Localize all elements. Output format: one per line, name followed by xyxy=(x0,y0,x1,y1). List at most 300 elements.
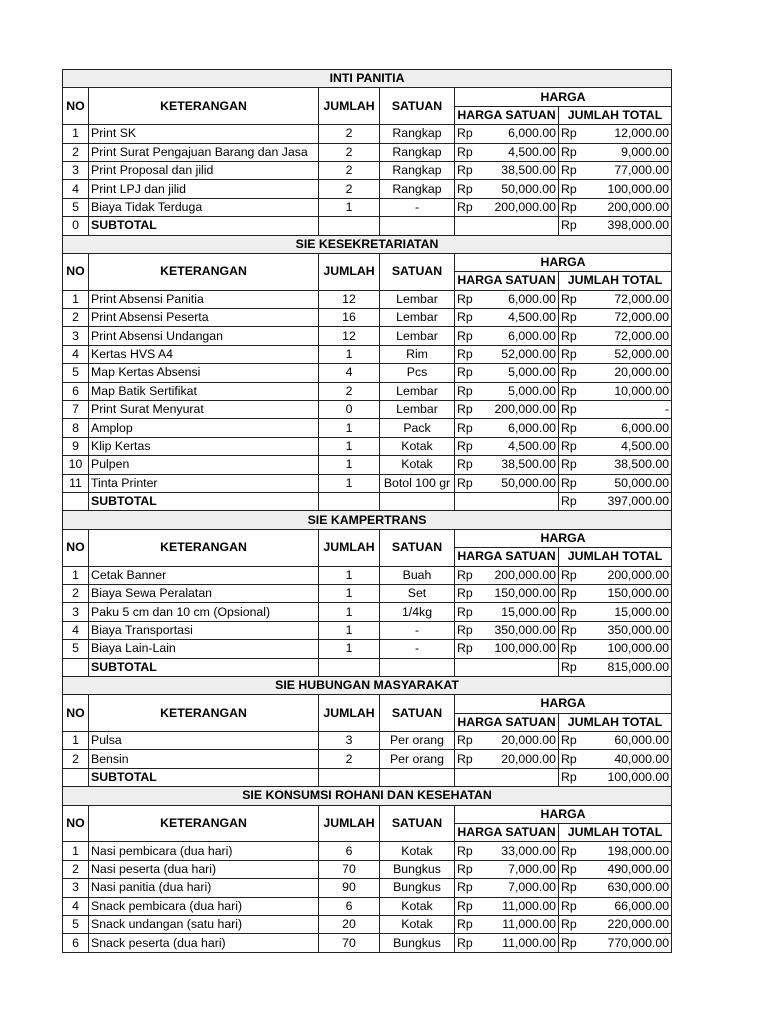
section-title-row xyxy=(63,676,672,694)
item-no: 2 xyxy=(63,584,89,602)
item-jumlah-total xyxy=(559,732,672,750)
item-harga-satuan xyxy=(455,327,559,345)
money-value xyxy=(457,898,556,915)
item-harga-satuan xyxy=(455,401,559,419)
item-keterangan: Pulsa xyxy=(89,732,319,750)
item-no: 5 xyxy=(63,198,89,216)
item-harga-satuan xyxy=(455,750,559,768)
amount: 100,000.00 xyxy=(494,641,556,656)
table-row xyxy=(63,161,672,179)
money-value xyxy=(457,309,556,326)
item-keterangan: Bensin xyxy=(89,750,319,768)
item-no: 4 xyxy=(63,897,89,915)
subtotal-no xyxy=(63,768,89,786)
table-row xyxy=(63,419,672,437)
table-row xyxy=(63,309,672,327)
amount: 38,500.00 xyxy=(614,457,670,472)
subtotal-row xyxy=(63,492,672,510)
item-no: 6 xyxy=(63,382,89,400)
item-keterangan: Nasi pembicara (dua hari) xyxy=(89,842,319,860)
header-jumlah-total: JUMLAH TOTAL xyxy=(559,548,672,566)
item-harga-satuan xyxy=(455,621,559,639)
currency-label: Rp xyxy=(561,181,577,196)
item-no: 3 xyxy=(63,327,89,345)
money-value xyxy=(457,640,556,657)
item-satuan: Rim xyxy=(380,345,455,363)
subtotal-value xyxy=(559,217,672,235)
header-harga-satuan: HARGA SATUAN xyxy=(455,106,559,124)
item-jumlah-total xyxy=(559,584,672,602)
subtotal-row xyxy=(63,217,672,235)
item-keterangan: Pulpen xyxy=(89,456,319,474)
subtotal-empty-jumlah xyxy=(319,658,380,676)
item-satuan: - xyxy=(380,198,455,216)
item-jumlah-total xyxy=(559,382,672,400)
section-title-row xyxy=(63,235,672,253)
item-harga-satuan xyxy=(455,345,559,363)
currency-label: Rp xyxy=(561,310,577,325)
table-row xyxy=(63,732,672,750)
amount: 7,000.00 xyxy=(508,880,556,895)
item-no: 1 xyxy=(63,566,89,584)
money-value xyxy=(457,162,556,179)
item-harga-satuan xyxy=(455,382,559,400)
item-no: 1 xyxy=(63,290,89,308)
item-jumlah-total xyxy=(559,915,672,933)
item-no: 2 xyxy=(63,750,89,768)
subtotal-row xyxy=(63,658,672,676)
currency-label: Rp xyxy=(457,586,473,601)
item-keterangan: Print LPJ dan jilid xyxy=(89,180,319,198)
money-value xyxy=(457,456,556,473)
amount: 4,500.00 xyxy=(508,310,556,325)
currency-label: Rp xyxy=(561,917,577,932)
currency-label: Rp xyxy=(561,199,577,214)
amount: 150,000.00 xyxy=(494,586,556,601)
money-value xyxy=(561,585,669,602)
item-jumlah: 16 xyxy=(319,309,380,327)
money-value xyxy=(457,567,556,584)
item-jumlah: 1 xyxy=(319,345,380,363)
item-satuan: Lembar xyxy=(380,382,455,400)
header-jumlah-total: JUMLAH TOTAL xyxy=(559,713,672,731)
header-jumlah: JUMLAH xyxy=(319,253,380,290)
header-no: NO xyxy=(63,529,89,566)
item-satuan: Rangkap xyxy=(380,180,455,198)
money-value xyxy=(561,493,669,510)
amount: 38,500.00 xyxy=(501,457,556,472)
item-harga-satuan xyxy=(455,474,559,492)
item-no: 4 xyxy=(63,621,89,639)
table-row xyxy=(63,640,672,658)
money-value xyxy=(561,604,669,621)
item-keterangan: Map Batik Sertifikat xyxy=(89,382,319,400)
item-no: 11 xyxy=(63,474,89,492)
item-satuan: 1/4kg xyxy=(380,603,455,621)
subtotal-label: SUBTOTAL xyxy=(89,658,319,676)
item-keterangan: Print Surat Menyurat xyxy=(89,401,319,419)
budget-sheet xyxy=(62,69,672,953)
money-value xyxy=(561,364,669,381)
table-row xyxy=(63,456,672,474)
item-keterangan: Print Absensi Panitia xyxy=(89,290,319,308)
item-jumlah: 6 xyxy=(319,842,380,860)
item-satuan: Botol 100 gr xyxy=(380,474,455,492)
amount: 52,000.00 xyxy=(614,347,670,362)
amount: 72,000.00 xyxy=(614,328,670,343)
amount: 100,000.00 xyxy=(607,181,670,196)
item-satuan: Kotak xyxy=(380,456,455,474)
money-value xyxy=(561,916,669,933)
item-jumlah-total xyxy=(559,750,672,768)
item-harga-satuan xyxy=(455,180,559,198)
item-no: 2 xyxy=(63,309,89,327)
money-value xyxy=(457,916,556,933)
item-jumlah-total xyxy=(559,860,672,878)
sheet-body xyxy=(63,70,672,953)
item-jumlah: 1 xyxy=(319,474,380,492)
item-harga-satuan xyxy=(455,842,559,860)
item-jumlah: 4 xyxy=(319,364,380,382)
item-satuan: Bungkus xyxy=(380,860,455,878)
item-satuan: Kotak xyxy=(380,915,455,933)
item-jumlah-total xyxy=(559,437,672,455)
item-keterangan: Tinta Printer xyxy=(89,474,319,492)
table-row xyxy=(63,750,672,768)
currency-label: Rp xyxy=(457,457,473,472)
section-title: SIE HUBUNGAN MASYARAKAT xyxy=(63,676,672,694)
money-value xyxy=(457,364,556,381)
item-jumlah-total xyxy=(559,364,672,382)
header-satuan: SATUAN xyxy=(380,253,455,290)
currency-label: Rp xyxy=(561,861,577,876)
item-no: 4 xyxy=(63,180,89,198)
amount: 52,000.00 xyxy=(501,347,556,362)
amount: 12,000.00 xyxy=(614,126,670,141)
currency-label: Rp xyxy=(457,898,473,913)
subtotal-empty-satuan xyxy=(380,768,455,786)
currency-label: Rp xyxy=(457,843,473,858)
item-no: 7 xyxy=(63,401,89,419)
table-row xyxy=(63,290,672,308)
money-value xyxy=(457,475,556,492)
table-row xyxy=(63,198,672,216)
amount: 60,000.00 xyxy=(614,733,670,748)
currency-label: Rp xyxy=(561,898,577,913)
item-jumlah: 1 xyxy=(319,640,380,658)
item-jumlah: 12 xyxy=(319,327,380,345)
currency-label: Rp xyxy=(561,144,577,159)
item-jumlah: 20 xyxy=(319,915,380,933)
money-value xyxy=(561,346,669,363)
currency-label: Rp xyxy=(457,935,473,950)
item-jumlah-total xyxy=(559,897,672,915)
item-jumlah-total xyxy=(559,934,672,952)
item-harga-satuan xyxy=(455,640,559,658)
amount: 200,000.00 xyxy=(607,199,670,214)
item-jumlah: 1 xyxy=(319,603,380,621)
item-harga-satuan xyxy=(455,125,559,143)
money-value xyxy=(457,732,556,749)
currency-label: Rp xyxy=(561,567,577,582)
currency-label: Rp xyxy=(457,861,473,876)
header-row xyxy=(63,88,672,106)
money-value xyxy=(561,291,669,308)
item-no: 6 xyxy=(63,934,89,952)
currency-label: Rp xyxy=(457,641,473,656)
money-value xyxy=(457,401,556,418)
item-keterangan: Amplop xyxy=(89,419,319,437)
table-row xyxy=(63,382,672,400)
amount: 100,000.00 xyxy=(607,641,670,656)
amount: 200,000.00 xyxy=(494,402,556,417)
amount: 220,000.00 xyxy=(607,917,670,932)
item-jumlah: 1 xyxy=(319,621,380,639)
amount: 4,500.00 xyxy=(621,439,670,453)
header-no: NO xyxy=(63,695,89,732)
section-title-row xyxy=(63,787,672,805)
money-value xyxy=(561,640,669,657)
subtotal-label: SUBTOTAL xyxy=(89,492,319,510)
subtotal-empty-harga xyxy=(455,217,559,235)
item-no: 1 xyxy=(63,125,89,143)
item-harga-satuan xyxy=(455,309,559,327)
subtotal-empty-harga xyxy=(455,658,559,676)
amount: 11,000.00 xyxy=(502,935,556,950)
item-satuan: Rangkap xyxy=(380,143,455,161)
money-value xyxy=(561,659,669,676)
subtotal-empty-satuan xyxy=(380,658,455,676)
currency-label: Rp xyxy=(561,218,577,233)
money-value xyxy=(561,879,669,896)
table-row xyxy=(63,879,672,897)
amount: 6,000.00 xyxy=(508,328,556,343)
item-harga-satuan xyxy=(455,584,559,602)
table-row xyxy=(63,603,672,621)
header-harga-satuan: HARGA SATUAN xyxy=(455,548,559,566)
amount: 6,000.00 xyxy=(621,420,670,435)
section-title: INTI PANITIA xyxy=(63,70,672,88)
currency-label: Rp xyxy=(561,328,577,343)
currency-label: Rp xyxy=(457,144,473,159)
money-value xyxy=(457,420,556,437)
item-keterangan: Biaya Sewa Peralatan xyxy=(89,584,319,602)
item-jumlah-total xyxy=(559,474,672,492)
money-value xyxy=(561,475,669,492)
currency-label: Rp xyxy=(561,365,577,380)
money-value xyxy=(561,401,669,418)
item-jumlah-total xyxy=(559,640,672,658)
item-jumlah-total xyxy=(559,161,672,179)
currency-label: Rp xyxy=(561,420,577,435)
currency-label: Rp xyxy=(457,402,473,417)
item-keterangan: Print Absensi Undangan xyxy=(89,327,319,345)
money-value xyxy=(561,217,669,234)
header-harga: HARGA xyxy=(455,695,672,713)
item-jumlah-total xyxy=(559,198,672,216)
currency-label: Rp xyxy=(561,347,577,362)
item-harga-satuan xyxy=(455,419,559,437)
item-no: 3 xyxy=(63,879,89,897)
subtotal-empty-harga xyxy=(455,768,559,786)
amount: 200,000.00 xyxy=(494,567,556,582)
item-satuan: Set xyxy=(380,584,455,602)
item-no: 3 xyxy=(63,161,89,179)
amount: 100,000.00 xyxy=(607,770,670,785)
item-jumlah-total xyxy=(559,125,672,143)
item-harga-satuan xyxy=(455,897,559,915)
amount: 150,000.00 xyxy=(607,586,670,601)
money-value xyxy=(457,144,556,161)
table-row xyxy=(63,621,672,639)
amount: 6,000.00 xyxy=(508,291,556,306)
item-jumlah: 1 xyxy=(319,419,380,437)
currency-label: Rp xyxy=(457,751,473,766)
subtotal-value xyxy=(559,658,672,676)
amount: 33,000.00 xyxy=(501,843,556,858)
money-value xyxy=(457,291,556,308)
header-keterangan: KETERANGAN xyxy=(89,88,319,125)
subtotal-empty-satuan xyxy=(380,217,455,235)
item-satuan: Rangkap xyxy=(380,161,455,179)
item-jumlah: 1 xyxy=(319,456,380,474)
item-harga-satuan xyxy=(455,915,559,933)
money-value xyxy=(561,162,669,179)
money-value xyxy=(561,309,669,326)
table-row xyxy=(63,915,672,933)
amount: 4,500.00 xyxy=(508,144,556,159)
money-value xyxy=(561,125,669,142)
item-keterangan: Snack peserta (dua hari) xyxy=(89,934,319,952)
item-jumlah: 2 xyxy=(319,143,380,161)
item-keterangan: Nasi panitia (dua hari) xyxy=(89,879,319,897)
item-keterangan: Print Surat Pengajuan Barang dan Jasa xyxy=(89,143,319,161)
money-value xyxy=(457,604,556,621)
money-value xyxy=(457,861,556,878)
money-value xyxy=(561,438,669,455)
table-row xyxy=(63,125,672,143)
currency-label: Rp xyxy=(561,383,577,398)
currency-label: Rp xyxy=(561,659,577,674)
currency-label: Rp xyxy=(561,733,577,748)
money-value xyxy=(457,383,556,400)
subtotal-no xyxy=(63,492,89,510)
item-jumlah-total xyxy=(559,842,672,860)
item-keterangan: Klip Kertas xyxy=(89,437,319,455)
money-value xyxy=(457,585,556,602)
currency-label: Rp xyxy=(457,475,473,490)
header-harga: HARGA xyxy=(455,529,672,547)
table-row xyxy=(63,327,672,345)
table-row xyxy=(63,180,672,198)
currency-label: Rp xyxy=(561,935,577,950)
amount: 11,000.00 xyxy=(502,917,556,932)
currency-label: Rp xyxy=(457,181,473,196)
item-harga-satuan xyxy=(455,364,559,382)
amount: 770,000.00 xyxy=(607,935,670,950)
amount: 66,000.00 xyxy=(614,898,670,913)
header-harga-satuan: HARGA SATUAN xyxy=(455,713,559,731)
header-jumlah: JUMLAH xyxy=(319,529,380,566)
item-satuan: Kotak xyxy=(380,842,455,860)
amount: 7,000.00 xyxy=(508,861,556,876)
item-keterangan: Kertas HVS A4 xyxy=(89,345,319,363)
item-harga-satuan xyxy=(455,566,559,584)
item-no: 4 xyxy=(63,345,89,363)
item-harga-satuan xyxy=(455,603,559,621)
currency-label: Rp xyxy=(457,365,473,380)
amount: 9,000.00 xyxy=(621,144,670,159)
subtotal-label: SUBTOTAL xyxy=(89,217,319,235)
item-jumlah: 1 xyxy=(319,198,380,216)
item-keterangan: Map Kertas Absensi xyxy=(89,364,319,382)
item-harga-satuan xyxy=(455,732,559,750)
amount: 77,000.00 xyxy=(614,163,670,178)
header-row xyxy=(63,805,672,823)
amount: 350,000.00 xyxy=(607,622,670,637)
amount: 490,000.00 xyxy=(607,861,670,876)
amount: 72,000.00 xyxy=(614,291,670,306)
item-no: 1 xyxy=(63,842,89,860)
table-row xyxy=(63,401,672,419)
money-value xyxy=(457,181,556,198)
currency-label: Rp xyxy=(457,622,473,637)
amount: 6,000.00 xyxy=(508,126,556,141)
currency-label: Rp xyxy=(561,439,577,453)
table-row xyxy=(63,345,672,363)
money-value xyxy=(561,144,669,161)
currency-label: Rp xyxy=(561,622,577,637)
table-row xyxy=(63,566,672,584)
item-keterangan: Snack pembicara (dua hari) xyxy=(89,897,319,915)
header-harga: HARGA xyxy=(455,253,672,271)
item-jumlah-total xyxy=(559,327,672,345)
item-keterangan: Print Proposal dan jilid xyxy=(89,161,319,179)
header-jumlah-total: JUMLAH TOTAL xyxy=(559,824,672,842)
item-jumlah: 1 xyxy=(319,566,380,584)
item-satuan: - xyxy=(380,621,455,639)
money-value xyxy=(457,622,556,639)
item-no: 5 xyxy=(63,640,89,658)
money-value xyxy=(561,199,669,216)
header-harga-satuan: HARGA SATUAN xyxy=(455,272,559,290)
header-no: NO xyxy=(63,88,89,125)
item-jumlah: 3 xyxy=(319,732,380,750)
currency-label: Rp xyxy=(561,126,577,141)
currency-label: Rp xyxy=(457,604,473,619)
money-value xyxy=(457,199,556,216)
section-title: SIE KESEKRETARIATAN xyxy=(63,235,672,253)
section-title: SIE KONSUMSI ROHANI DAN KESEHATAN xyxy=(63,787,672,805)
item-keterangan: Snack undangan (satu hari) xyxy=(89,915,319,933)
item-jumlah-total xyxy=(559,566,672,584)
header-jumlah-total: JUMLAH TOTAL xyxy=(559,106,672,124)
amount: 200,000.00 xyxy=(494,199,556,214)
header-no: NO xyxy=(63,805,89,842)
item-no: 8 xyxy=(63,419,89,437)
currency-label: Rp xyxy=(457,199,473,214)
amount: 5,000.00 xyxy=(508,383,556,398)
item-harga-satuan xyxy=(455,143,559,161)
section-title: SIE KAMPERTRANS xyxy=(63,511,672,529)
item-jumlah-total xyxy=(559,180,672,198)
amount: 15,000.00 xyxy=(501,604,556,619)
amount: 20,000.00 xyxy=(501,751,556,766)
money-value xyxy=(457,843,556,860)
item-keterangan: Cetak Banner xyxy=(89,566,319,584)
item-harga-satuan xyxy=(455,198,559,216)
currency-label: Rp xyxy=(457,310,473,325)
